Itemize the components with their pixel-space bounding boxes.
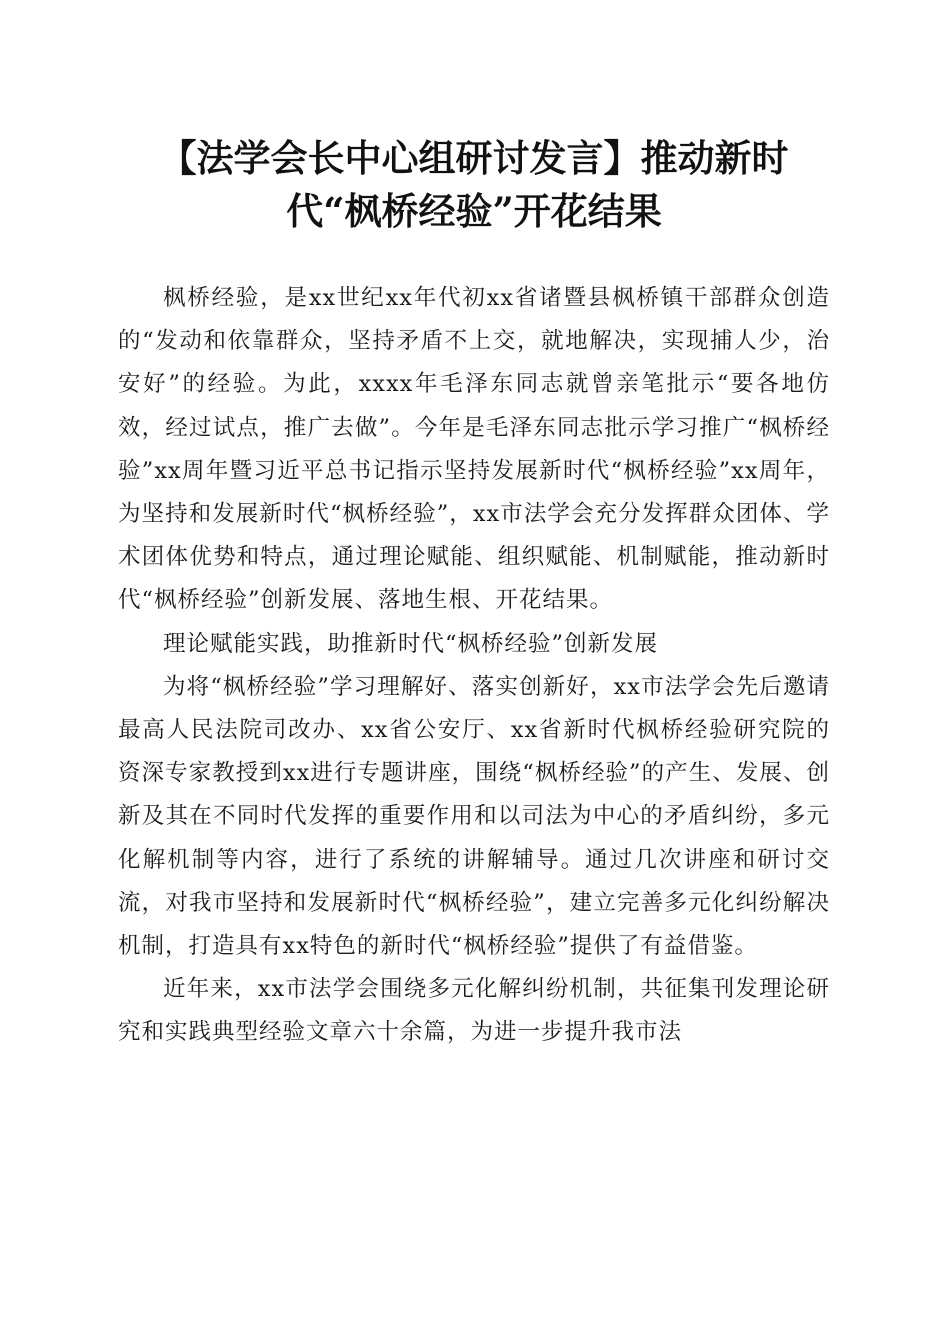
document-body (118, 277, 830, 1055)
paragraph-lectures: 为将“枫桥经验”学习理解好、落实创新好，xx市法学会先后邀请最高人民法院司改办、xx省公安厅、xx省新时代枫桥经验研究院的资深专家教授到xx进行专题讲座，围绕“枫桥经验”的产生、发展、创新及其在不同时代发挥的重要作用和以司法为中心的矛盾纠纷，多元化解机制等内容，进行了系统的讲解辅导。通过几次讲座和研讨交流，对我市坚持和发展新时代“枫桥经验”，建立完善多元化纠纷解决机制，打造具有xx特色的新时代“枫桥经验”提供了有益借鉴。 (118, 673, 830, 960)
paragraph-articles: 近年来，xx市法学会围绕多元化解纠纷机制，共征集刊发理论研究和实践典型经验文章六十余篇，为进一步提升我市法 (118, 976, 830, 1046)
paragraph-intro: 枫桥经验，是xx世纪xx年代初xx省诸暨县枫桥镇干部群众创造的“发动和依靠群众，坚持矛盾不上交，就地解决，实现捕人少，治安好”的经验。为此，xxxx年毛泽东同志就曾亲笔批示“要各地仿效，经过试点，推广去做”。今年是毛泽东同志批示学习推广“枫桥经验”xx周年暨习近平总书记指示坚持发展新时代“枫桥经验”xx周年，为坚持和发展新时代“枫桥经验”，xx市法学会充分发挥群众团体、学术团体优势和特点，通过理论赋能、组织赋能、机制赋能，推动新时代“枫桥经验”创新发展、落地生根、开花结果。 (118, 285, 830, 614)
section-heading: 理论赋能实践，助推新时代“枫桥经验”创新发展 (163, 630, 659, 657)
document-title: 【法学会长中心组研讨发言】推动新时代“枫桥经验”开花结果 (159, 136, 789, 233)
